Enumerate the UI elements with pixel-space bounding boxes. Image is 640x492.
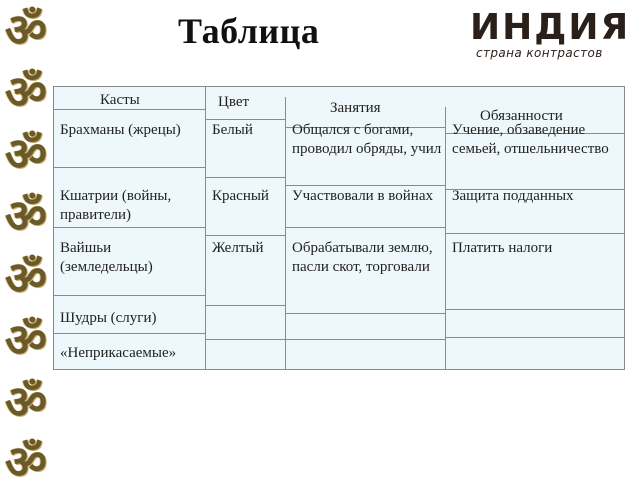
om-icon: ॐ [5,65,47,119]
table-cell-caste: «Неприкасаемые» [60,345,177,361]
header-duties: Обязанности [480,108,563,124]
india-logo [470,6,635,72]
table-cell-duty: Платить налоги [452,240,553,256]
table-cell-color: Белый [212,122,253,138]
caste-table [53,86,625,370]
page-title: Таблица [178,11,320,51]
om-icon: ॐ [5,251,47,305]
om-icon: ॐ [5,435,47,489]
table-cell-duty: Защита подданных [452,188,574,204]
table-cell-occupation: Участвовали в войнах [292,188,433,204]
logo-subtitle: страна контрастов [476,46,603,60]
om-icon: ॐ [5,3,47,57]
table-cell-caste: Вайшьи (земледельцы) [60,240,153,275]
table-cell-occupation: Обрабатывали землю, пасли скот, торговали [292,240,433,275]
table-cell-color: Желтый [212,240,264,256]
header-color: Цвет [218,94,250,110]
table-cell-color: Красный [212,188,269,204]
table-cell-caste: Брахманы (жрецы) [60,122,181,138]
table-cell-caste: Шудры (слуги) [60,310,157,326]
om-icon: ॐ [5,127,47,181]
table-cell-caste: Кшатрии (войны, правители) [60,188,172,223]
om-icon: ॐ [5,189,47,243]
logo-main-text: ИНДИЯ [470,7,631,48]
table-cell-duty: Учение, обзаведение семьей, отшельничество [452,122,609,157]
om-icon: ॐ [5,313,47,367]
om-icon: ॐ [5,375,47,429]
header-castes: Касты [100,92,140,108]
table-cell-occupation: Общался с богами, проводил обряды, учил [292,122,442,157]
header-occupations: Занятия [330,100,381,116]
om-symbol-column [0,0,52,489]
